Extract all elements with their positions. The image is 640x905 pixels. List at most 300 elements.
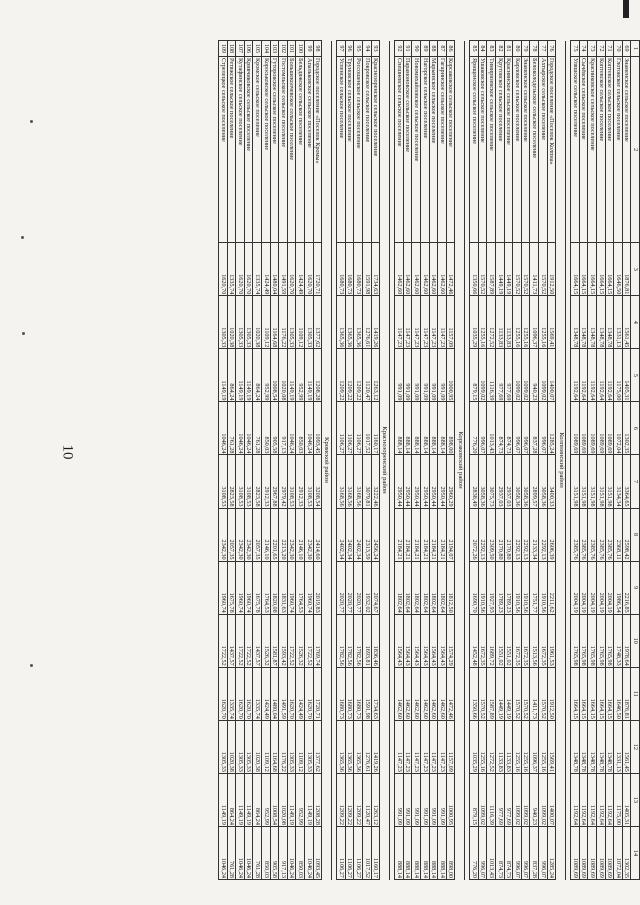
value-cell: 1720,71 [313,667,322,720]
value-cell: 2170,80 [504,508,513,561]
value-cell: 1960,74 [287,561,296,614]
value-cell: 1570,52 [539,667,548,720]
row-number-cell: 70 [614,41,623,57]
value-cell: 1526,32 [262,614,271,667]
value-cell: 1046,24 [305,826,314,879]
row-number-cell: 75 [571,41,580,57]
value-cell: 1072,04 [614,402,623,455]
value-cell: 888,14 [438,402,447,455]
value-cell: 1587,89 [487,243,496,296]
value-cell: 977,69 [496,773,505,826]
table-row [305,41,314,880]
value-cell: 888,14 [429,402,438,455]
value-cell: 991,09 [429,349,438,402]
value-cell: 2960,29 [446,455,455,508]
value-cell: 1305,33 [305,720,314,773]
value-cell: 1620,70 [287,243,296,296]
value-cell: 2004,19 [588,561,597,614]
value-cell: 1437,57 [253,614,262,667]
value-cell: 2020,77 [337,561,346,614]
value-cell: 991,09 [403,349,412,402]
value-cell: 1462,60 [403,243,412,296]
value-cell: 2292,13 [478,508,487,561]
value-cell: 917,13 [279,402,288,455]
value-cell: 1164,68 [270,296,279,349]
value-cell: 2170,80 [496,508,505,561]
value-cell: 2385,76 [571,508,580,561]
value-cell: 1675,78 [227,561,236,614]
column-number-cell: 12 [631,720,640,773]
value-cell: 1147,23 [438,720,447,773]
value-cell: 2184,21 [420,508,429,561]
settlement-name-cell: Гуторовское сельское поселение [270,57,279,243]
gap-cell [332,41,337,880]
value-cell: 1255,16 [521,720,530,773]
district-row [455,41,465,880]
value-cell: 991,09 [412,773,421,826]
row-number-cell: 69 [622,41,631,57]
value-cell: 2004,19 [605,561,614,614]
table-row [279,41,288,880]
settlement-name-cell: Ретяжское сельское поселение [227,57,236,243]
value-cell: 3079,81 [362,455,371,508]
value-cell: 1106,27 [354,402,363,455]
value-cell: 1149,19 [287,349,296,402]
table-row [496,41,505,880]
value-cell: 888,14 [412,402,421,455]
value-cell: 874,73 [496,826,505,879]
value-cell: 2194,07 [446,508,455,561]
value-cell: 1106,27 [337,826,346,879]
value-cell: 888,14 [395,826,404,879]
scan-speck [21,236,24,239]
value-cell: 1789,23 [496,561,505,614]
value-cell: 3222,46 [371,455,380,508]
value-cell: 1587,89 [487,667,496,720]
value-cell: 864,24 [227,349,236,402]
table-row [429,41,438,880]
value-cell: 1093,45 [313,402,322,455]
value-cell: 850,03 [296,402,305,455]
table-row [438,41,447,880]
row-number-cell: 89 [420,41,429,57]
row-number-cell: 106 [244,41,253,57]
value-cell: 1133,83 [504,720,513,773]
value-cell: 1734,63 [371,243,380,296]
value-cell: 1164,68 [270,720,279,773]
row-number-cell: 83 [487,41,496,57]
value-cell: 1106,27 [345,402,354,455]
value-cell: 1876,81 [622,667,631,720]
value-cell: 996,07 [513,402,522,455]
settlement-name-cell: Большеколчевское сельское поселение [287,57,296,243]
value-cell: 1147,23 [395,296,404,349]
value-cell: 952,99 [262,773,271,826]
settlement-name-cell: Коптевское сельское поселение [605,57,614,243]
value-cell: 1564,43 [429,614,438,667]
value-cell: 2146,10 [296,508,305,561]
value-cell: 1620,70 [236,667,245,720]
value-cell: 1400,07 [547,349,556,402]
value-cell: 2057,35 [253,508,262,561]
value-cell: 1400,07 [547,773,556,826]
value-cell: 1424,49 [262,243,271,296]
value-cell: 3134,34 [614,455,623,508]
row-number-cell: 78 [530,41,539,57]
value-cell: 1263,12 [371,349,380,402]
value-cell: 1620,70 [219,667,228,720]
value-cell: 1569,41 [547,720,556,773]
value-cell: 2838,49 [470,455,479,508]
table-row [296,41,305,880]
value-cell: 1149,19 [219,773,228,826]
value-cell: 1802,64 [438,561,447,614]
value-cell: 3400,33 [547,455,556,508]
value-cell: 888,14 [438,826,447,879]
value-cell: 1365,36 [337,296,346,349]
value-cell: 850,03 [262,402,271,455]
value-cell: 2184,21 [395,508,404,561]
settlement-name-cell: Знаменское сельское поселение [521,57,530,243]
value-cell: 1910,56 [513,561,522,614]
table-row [470,41,479,880]
value-cell: 1802,64 [395,561,404,614]
value-cell: 1089,69 [579,402,588,455]
table-row [412,41,421,880]
value-cell: 1096,37 [530,296,539,349]
row-number-cell: 90 [412,41,421,57]
value-cell: 1147,23 [429,296,438,349]
value-cell: 1046,24 [287,826,296,879]
value-cell: 1620,70 [244,667,253,720]
value-cell: 2950,44 [412,455,421,508]
value-cell: 776,20 [470,826,479,879]
value-cell: 1305,33 [244,296,253,349]
value-cell: 1008,54 [270,349,279,402]
value-cell: 888,14 [420,402,429,455]
value-cell: 991,09 [420,773,429,826]
value-cell: 1099,02 [539,773,548,826]
column-number-cell: 13 [631,773,640,826]
table-row [337,41,346,880]
district-row [322,41,332,880]
value-cell: 1149,19 [305,349,314,402]
value-cell: 1561,45 [622,296,631,349]
value-cell: 1480,04 [270,667,279,720]
settlement-name-cell: Ярищенское сельское поселение [470,57,479,243]
value-cell: 2606,39 [547,508,556,561]
row-number-cell: 97 [337,41,346,57]
value-cell: 1192,64 [597,773,606,826]
value-cell: 1089,69 [588,826,597,879]
value-cell: 2004,19 [579,561,588,614]
value-cell: 3151,98 [579,455,588,508]
table-row [362,41,371,880]
value-cell: 1664,15 [588,243,597,296]
value-cell: 1782,56 [354,614,363,667]
value-cell: 1472,46 [446,667,455,720]
value-cell: 1769,74 [313,614,322,667]
value-cell: 2201,65 [270,508,279,561]
table-header-row [631,41,640,880]
value-cell: 1620,70 [236,243,245,296]
value-cell: 1472,46 [446,243,455,296]
value-cell: 1462,60 [438,667,447,720]
value-cell: 864,24 [227,773,236,826]
value-cell: 1263,12 [371,773,380,826]
value-cell: 1020,38 [253,720,262,773]
value-cell: 1764,53 [296,561,305,614]
value-cell: 2074,67 [371,561,380,614]
value-cell: 1008,54 [270,773,279,826]
value-cell: 3058,36 [539,455,548,508]
value-cell: 1089,69 [579,826,588,879]
value-cell: 1377,62 [313,720,322,773]
value-cell: 2385,76 [597,508,606,561]
value-cell: 1722,52 [305,614,314,667]
row-number-cell: 72 [597,41,606,57]
value-cell: 1574,29 [446,614,455,667]
value-cell: 1960,74 [305,561,314,614]
settlement-name-cell: Нагорское сельское поселение [420,57,429,243]
value-cell: 1802,64 [403,561,412,614]
value-cell: 1147,23 [420,296,429,349]
value-cell: 991,09 [438,773,447,826]
table-row [539,41,548,880]
settlement-name-cell: Уляшское сельское поселение [571,57,580,243]
value-cell: 1089,69 [597,826,606,879]
table-row [354,41,363,880]
value-cell: 2133,34 [530,508,539,561]
district-name: Корсаковский район [456,431,464,489]
column-number-cell: 3 [631,243,640,296]
value-cell: 874,73 [504,826,513,879]
value-cell: 1147,23 [412,720,421,773]
value-cell: 864,24 [253,773,262,826]
value-cell: 1569,41 [547,296,556,349]
scan-corner-mark [623,0,629,18]
value-cell: 1675,78 [253,561,262,614]
value-cell: 1147,23 [438,296,447,349]
value-cell: 2402,34 [345,508,354,561]
value-cell: 1255,16 [513,720,522,773]
table-row [371,41,380,880]
table-row [521,41,530,880]
value-cell: 1664,15 [597,667,606,720]
settlement-name-cell: Тимирязевское сельское поселение [487,57,496,243]
value-cell: 1255,16 [539,720,548,773]
value-cell: 1591,98 [362,243,371,296]
value-cell: 1147,23 [403,296,412,349]
table-row [579,41,588,880]
value-cell: 2823,58 [253,455,262,508]
value-cell: 3168,56 [337,455,346,508]
value-cell: 1411,73 [530,667,539,720]
value-cell: 3168,56 [354,455,363,508]
value-cell: 2368,11 [614,508,623,561]
value-cell: 1672,35 [513,614,522,667]
value-cell: 2342,30 [236,508,245,561]
value-cell: 1564,43 [412,614,421,667]
value-cell: 940,23 [530,349,539,402]
value-cell: 1620,70 [305,667,314,720]
value-cell: 1020,38 [227,296,236,349]
value-cell: 888,14 [403,826,412,879]
value-cell: 1961,53 [547,614,556,667]
value-cell: 996,07 [521,402,530,455]
value-cell: 2385,76 [579,508,588,561]
value-cell: 2937,03 [504,455,513,508]
value-cell: 1646,50 [614,667,623,720]
value-cell: 1365,36 [345,720,354,773]
value-cell: 1664,15 [605,243,614,296]
value-cell: 2292,13 [513,508,522,561]
value-cell: 1802,64 [429,561,438,614]
value-cell: 888,14 [420,826,429,879]
row-number-cell: 91 [403,41,412,57]
value-cell: 1978,64 [622,614,631,667]
value-cell: 1192,64 [579,773,588,826]
row-number-cell: 103 [270,41,279,57]
settlement-name-cell: Ушаковское сельское поселение [478,57,487,243]
value-cell: 1405,31 [622,349,631,402]
value-cell: 1680,73 [354,243,363,296]
value-cell: 1089,69 [605,826,614,879]
value-cell: 1147,23 [412,296,421,349]
value-cell: 1020,38 [227,720,236,773]
group-gap [566,41,571,880]
value-cell: 1960,74 [219,561,228,614]
value-cell: 1149,19 [219,349,228,402]
value-cell: 1149,19 [287,773,296,826]
value-cell: 888,14 [429,826,438,879]
value-cell: 1912,50 [547,667,556,720]
value-cell: 996,07 [539,402,548,455]
value-cell: 1017,52 [362,826,371,879]
value-cell: 1209,22 [337,773,346,826]
settlement-name-cell: Крутовское сельское поселение [496,57,505,243]
value-cell: 1348,78 [579,296,588,349]
value-cell: 1449,19 [496,667,505,720]
page-number: 10 [59,444,76,460]
value-cell: 1255,16 [521,296,530,349]
value-cell: 1109,12 [296,296,305,349]
settlement-name-cell: Марьинское сельское поселение [429,57,438,243]
value-cell: 2385,76 [605,508,614,561]
column-number-cell: 14 [631,826,640,879]
value-cell: 2950,44 [403,455,412,508]
row-number-cell: 108 [227,41,236,57]
column-number-cell: 4 [631,296,640,349]
value-cell: 3058,36 [478,455,487,508]
settlement-name-cell: Краснянское сельское поселение [504,57,513,243]
value-cell: 1099,02 [478,773,487,826]
value-cell: 1305,33 [305,296,314,349]
value-cell: 1646,50 [614,243,623,296]
group-gap [465,41,470,880]
value-cell: 1305,33 [236,296,245,349]
value-cell: 2004,19 [571,561,580,614]
row-number-cell: 102 [279,41,288,57]
value-cell: 1424,49 [296,243,305,296]
value-cell: 1096,37 [530,720,539,773]
column-number-cell: 6 [631,402,640,455]
row-number-cell: 74 [579,41,588,57]
value-cell: 3151,98 [597,455,606,508]
value-cell: 2020,77 [345,561,354,614]
row-number-cell: 88 [429,41,438,57]
table-row [313,41,322,880]
value-cell: 1348,78 [605,296,614,349]
settlement-name-cell: Коптевское сельское поселение [597,57,606,243]
column-number-cell: 9 [631,561,640,614]
value-cell: 1449,19 [504,243,513,296]
settlement-name-cell: Новомихайловское сельское поселение [412,57,421,243]
value-cell: 1462,60 [429,243,438,296]
value-cell: 1672,35 [521,614,530,667]
row-number-cell: 109 [219,41,228,57]
value-cell: 1099,02 [478,349,487,402]
value-cell: 1689,72 [487,614,496,667]
table-row [244,41,253,880]
value-cell: 1462,60 [395,667,404,720]
value-cell: 1365,36 [354,720,363,773]
value-cell: 1365,36 [345,296,354,349]
value-cell: 3108,53 [244,455,253,508]
value-cell: 1424,49 [262,667,271,720]
value-cell: 761,28 [253,402,262,455]
value-cell: 1836,46 [371,614,380,667]
value-cell: 1120,47 [362,349,371,402]
value-cell: 2020,77 [354,561,363,614]
value-cell: 2912,33 [296,455,305,508]
value-cell: 1419,26 [371,296,380,349]
value-cell: 1782,56 [345,614,354,667]
value-cell: 977,69 [496,349,505,402]
value-cell: 1348,78 [571,296,580,349]
group-gap [332,41,337,880]
value-cell: 2184,21 [403,508,412,561]
row-number-cell: 96 [345,41,354,57]
value-cell: 2342,30 [219,508,228,561]
value-cell: 3151,98 [588,455,597,508]
value-cell: 761,28 [227,826,236,879]
value-cell: 1020,08 [279,773,288,826]
value-cell: 1564,43 [420,614,429,667]
value-cell: 776,20 [470,402,479,455]
settlement-name-cell: Гагаринское сельское поселение [438,57,447,243]
settlement-name-cell: Успенское сельское поселение [337,57,346,243]
value-cell: 996,07 [521,826,530,879]
value-cell: 1099,02 [513,349,522,402]
value-cell: 1208,28 [313,773,322,826]
value-cell: 996,07 [513,826,522,879]
value-cell: 991,09 [420,349,429,402]
value-cell: 1462,60 [420,243,429,296]
value-cell: 1452,48 [470,614,479,667]
value-cell: 1335,74 [227,243,236,296]
row-number-cell: 95 [354,41,363,57]
value-cell: 1013,43 [487,402,496,455]
value-cell: 1348,78 [597,720,606,773]
table-row [597,41,606,880]
value-cell: 1046,24 [219,402,228,455]
value-cell: 1348,78 [579,720,588,773]
value-cell: 1680,73 [354,667,363,720]
value-cell: 761,28 [227,402,236,455]
value-cell: 2184,21 [438,508,447,561]
value-cell: 1020,08 [279,349,288,402]
